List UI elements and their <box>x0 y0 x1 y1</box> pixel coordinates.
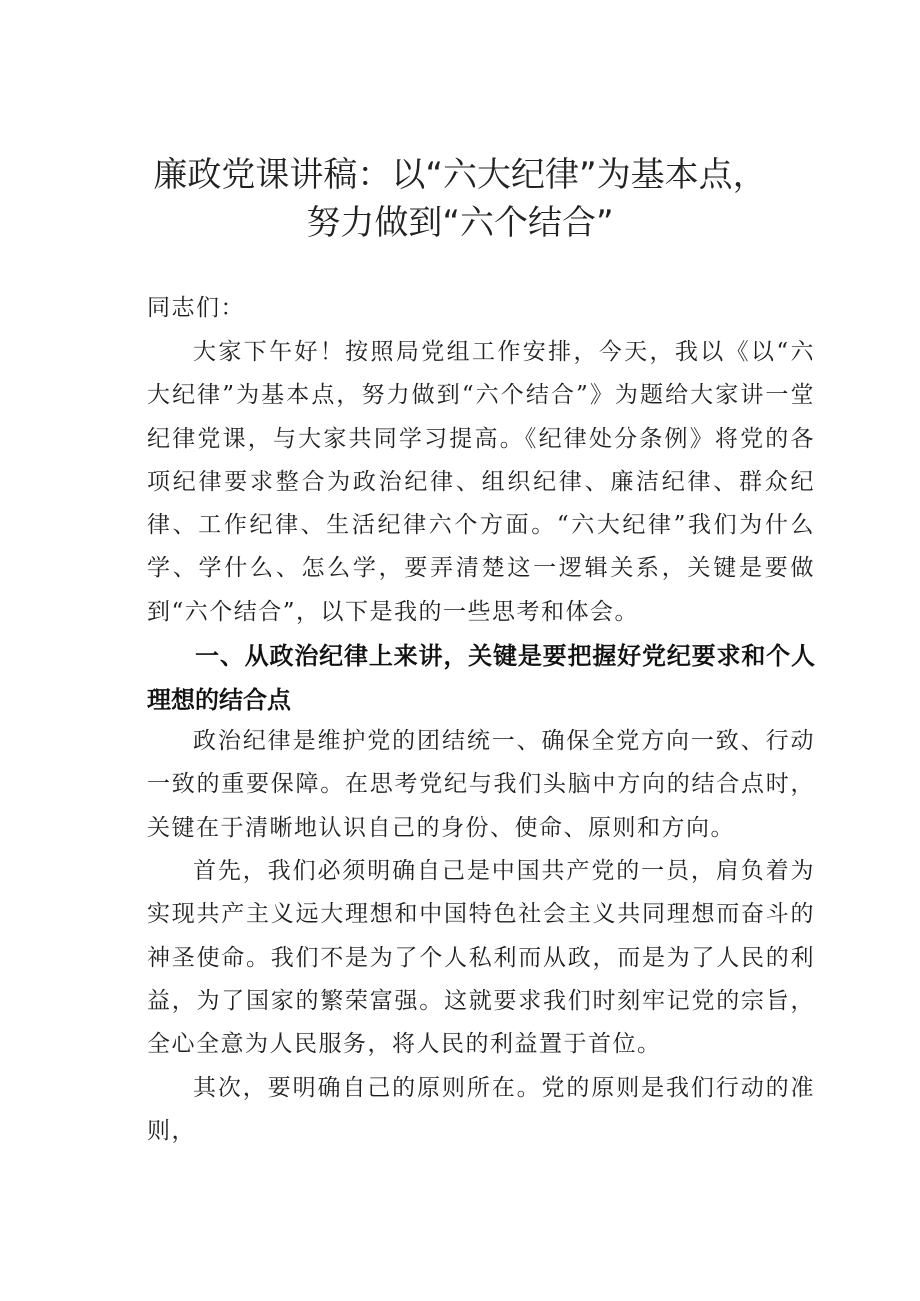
intro-paragraph: 大家下午好！按照局党组工作安排，今天，我以《以“六大纪律”为基本点，努力做到“六个结合”》为题给大家讲一堂纪律党课，与大家共同学习提高。《纪律处分条例》将党的各项纪律要求整合为政治纪律、组织纪律、廉洁纪律、群众纪律、工作纪律、生活纪律六个方面。“六大纪律”我们为什么学、学什么、怎么学，要弄清楚这一逻辑关系，关键是要做到“六个结合”，以下是我的一些思考和体会。 <box>147 339 815 625</box>
document-title-line-1: 廉政党课讲稿：以“六大纪律”为基本点， <box>153 155 767 195</box>
section-heading-political-discipline: 一、从政治纪律上来讲，关键是要把握好党纪要求和个人理想的结合点 <box>147 642 815 714</box>
salutation: 同志们： <box>147 295 245 321</box>
body-paragraph: 政治纪律是维护党的团结统一、确保全党方向一致、行动一致的重要保障。在思考党纪与我们头脑中方向的结合点时，关键在于清晰地认识自己的身份、使命、原则和方向。 <box>147 728 815 841</box>
body-paragraph: 首先，我们必须明确自己是中国共产党的一员，肩负着为实现共产主义远大理想和中国特色社会主义共同理想而奋斗的神圣使命。我们不是为了个人私利而从政，而是为了人民的利益，为了国家的繁荣富强。这就要求我们时刻牢记党的宗旨，全心全意为人民服务，将人民的利益置于首位。 <box>147 858 815 1058</box>
body-paragraph: 其次，要明确自己的原则所在。党的原则是我们行动的准则， <box>147 1075 815 1145</box>
document-title-line-2: 努力做到“六个结合” <box>306 203 614 243</box>
